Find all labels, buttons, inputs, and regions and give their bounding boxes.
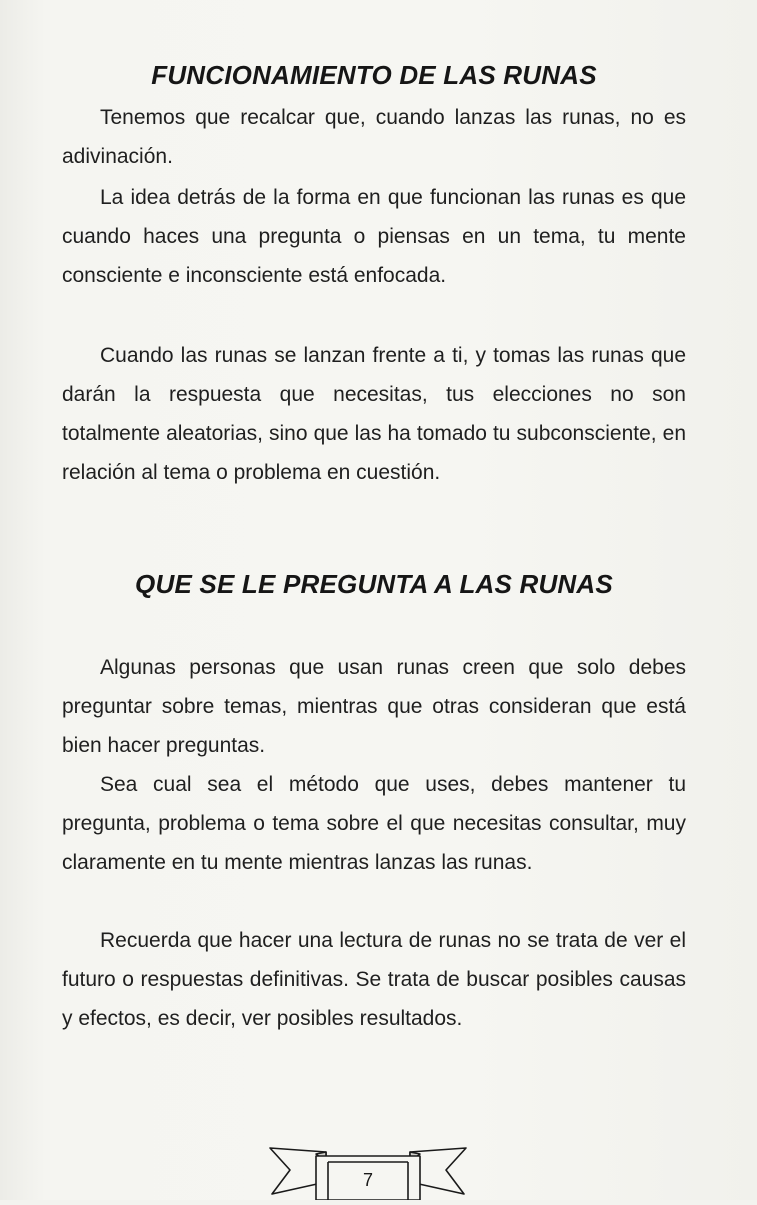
paragraph: Cuando las runas se lanzan frente a ti, y tomas las runas que darán la respuesta que necesitas, tus elecciones no son totalmente aleatorias, sino que las ha tomado tu subconsciente, en relación al tema o problema en cuestión.: [62, 344, 686, 484]
paragraph: La idea detrás de la forma en que funcionan las runas es que cuando haces una pregunta o piensas en un tema, tu mente consciente e inconsciente está enfocada.: [62, 186, 686, 287]
page-number: 7: [362, 1170, 373, 1190]
section-heading: QUE SE LE PREGUNTA A LAS RUNAS: [135, 569, 613, 599]
page-footer: [258, 1140, 478, 1200]
paragraph: Tenemos que recalcar que, cuando lanzas las runas, no es adivinación.: [62, 106, 686, 168]
section-heading: FUNCIONAMIENTO DE LAS RUNAS: [151, 60, 597, 90]
paragraph: Recuerda que hacer una lectura de runas no se trata de ver el futuro o respuestas definitivas. Se trata de buscar posibles causas y efectos, es decir, ver posibles resultados.: [62, 929, 686, 1030]
paragraph: Algunas personas que usan runas creen que solo debes preguntar sobre temas, mientras que otras consideran que está bien hacer preguntas.: [62, 656, 686, 757]
paragraph: Sea cual sea el método que uses, debes mantener tu pregunta, problema o tema sobre el que necesitas consultar, muy claramente en tu mente mientras lanzas las runas.: [62, 773, 686, 874]
